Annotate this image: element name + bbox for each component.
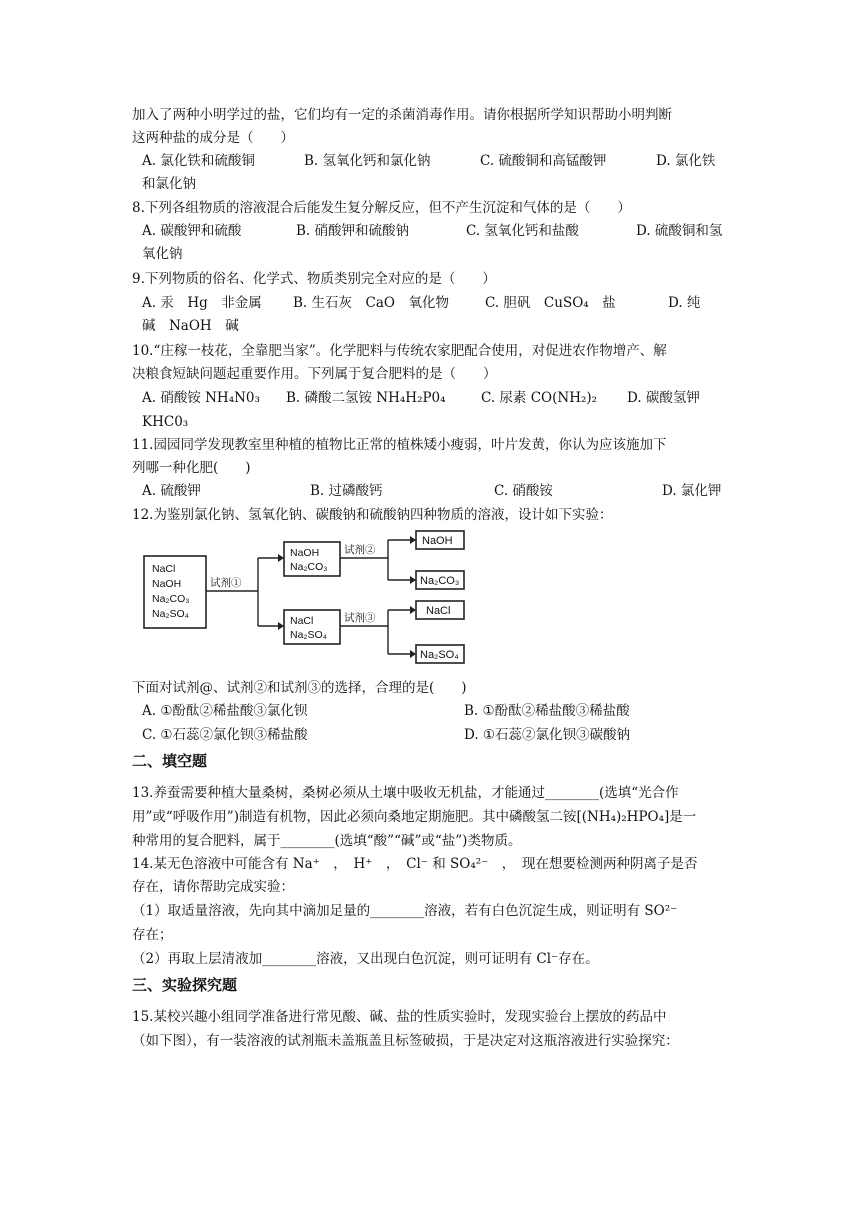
arrowhead-4 — [410, 576, 416, 584]
reagent1-label: 试剂① — [210, 577, 242, 589]
q11-option-c: C. 硝酸铵 — [494, 483, 553, 499]
q7-option-b: B. 氢氧化钙和氯化钠 — [304, 153, 431, 169]
q14-line2: 存在，请你帮助完成实验： — [132, 879, 294, 895]
result-2: Na₂CO₃ — [420, 575, 460, 587]
q8-option-d-cont: 氧化钠 — [142, 246, 183, 262]
result-1: NaOH — [422, 535, 453, 547]
start-line-4: Na₂SO₄ — [152, 608, 189, 620]
q9-option-a: A. 汞 Hg 非金属 — [142, 295, 262, 311]
section-heading-fill-blank: 二、填空题 — [132, 752, 208, 770]
q10-option-b: B. 磷酸二氢铵 NH₄H₂P0₄ — [286, 390, 446, 406]
q12-option-c: C. ①石蕊②氯化钡③稀盐酸 — [142, 727, 308, 743]
q13-line1: 13.养蚕需要种植大量桑树，桑树必须从土壤中吸收无机盐，才能通过________(选填“光合作 — [132, 785, 679, 801]
q9-option-d: D. 纯 — [668, 295, 701, 311]
q7-stem-line1: 加入了两种小明学过的盐，它们均有一定的杀菌消毒作用。请你根据所学知识帮助小明判断 — [132, 107, 672, 123]
q12-option-b: B. ①酚酞②稀盐酸③稀盐酸 — [464, 703, 630, 719]
q11-stem-line1: 11.园园同学发现教室里种植的植物比正常的植株矮小瘦弱，叶片发黄，你认为应该施加下 — [132, 437, 667, 453]
q9-option-b: B. 生石灰 CaO 氧化物 — [293, 295, 449, 311]
result-4: Na₂SO₄ — [420, 649, 459, 661]
q11-option-b: B. 过磷酸钙 — [310, 483, 383, 499]
q15-line2: （如下图），有一装溶液的试剂瓶未盖瓶盖且标签破损，于是决定对这瓶溶液进行实验探究： — [132, 1033, 679, 1049]
q15-line1: 15.某校兴趣小组同学准备进行常见酸、碱、盐的性质实验时，发现实验台上摆放的药品中 — [132, 1009, 667, 1025]
q10-option-d: D. 碳酸氢钾 — [627, 390, 700, 406]
q12-option-d: D. ①石蕊②氯化钡③碳酸钠 — [464, 727, 631, 743]
q7-option-c: C. 硫酸铜和高锰酸钾 — [480, 153, 607, 169]
reagent3-label: 试剂③ — [344, 612, 376, 624]
section-heading-experiment: 三、实验探究题 — [132, 976, 238, 994]
arrowhead-5 — [410, 606, 416, 614]
group1-line-1: NaOH — [290, 547, 320, 559]
q12-question: 下面对试剂@、试剂②和试剂③的选择，合理的是( ) — [132, 680, 467, 696]
q13-line3: 种常用的复合肥料，属于________(选填“酸”“碱”或“盐”)类物质。 — [132, 833, 522, 849]
q14-line3: （1）取适量溶液，先向其中滴加足量的________溶液，若有白色沉淀生成，则证明有 SO²⁻ — [132, 903, 678, 919]
q12-flow-diagram — [140, 530, 476, 668]
q8-option-b: B. 硝酸钾和硫酸钠 — [296, 223, 410, 239]
q11-option-d: D. 氯化钾 — [662, 483, 722, 499]
q11-option-a: A. 硫酸钾 — [142, 483, 201, 499]
q7-stem-line2: 这两种盐的成分是（ ） — [132, 130, 294, 146]
result-3: NaCl — [426, 605, 451, 617]
group2-line-1: NaCl — [290, 615, 314, 627]
reagent2-label: 试剂② — [344, 544, 376, 556]
q13-line2: 用”或“呼吸作用”)制造有机物，因此必须向桑地定期施肥。其中磷酸氢二铵[(NH₄)₂HPO₄]是一 — [132, 809, 697, 825]
q10-stem-line1: 10.“庄稼一枝花，全靠肥当家”。化学肥料与传统农家肥配合使用，对促进农作物增产、解 — [132, 343, 667, 359]
q14-line5: （2）再取上层清液加________溶液，又出现白色沉淀，则可证明有 Cl⁻存在。 — [132, 951, 599, 967]
start-line-2: NaOH — [152, 578, 182, 590]
arrowhead-6 — [410, 650, 416, 658]
q10-option-d-cont: KHC0₃ — [142, 414, 189, 430]
q8-stem: 8.下列各组物质的溶液混合后能发生复分解反应，但不产生沉淀和气体的是（ ） — [132, 200, 631, 216]
q7-option-d-cont: 和氯化钠 — [142, 176, 196, 192]
start-line-3: Na₂CO₃ — [152, 593, 190, 605]
arrowhead-3 — [410, 536, 416, 544]
q14-line1: 14.某无色溶液中可能含有 Na⁺ ， H⁺ ， Cl⁻ 和 SO₄²⁻ ， 现在想要检测两种阴离子是否 — [132, 856, 698, 872]
q7-option-a: A. 氯化铁和硫酸铜 — [142, 153, 255, 169]
q9-option-c: C. 胆矾 CuSO₄ 盐 — [485, 295, 616, 311]
start-line-1: NaCl — [152, 563, 176, 575]
q10-option-a: A. 硝酸铵 NH₄N0₃ — [142, 390, 260, 406]
q8-option-c: C. 氢氧化钙和盐酸 — [466, 223, 579, 239]
q7-option-d: D. 氯化铁 — [656, 153, 716, 169]
group2-line-2: Na₂SO₄ — [290, 629, 327, 641]
group1-line-2: Na₂CO₃ — [290, 561, 328, 573]
q12-option-a: A. ①酚酞②稀盐酸③氯化钡 — [142, 703, 308, 719]
arrowhead-1 — [278, 554, 284, 562]
q12-stem: 12.为鉴别氯化钠、氢氧化钠、碳酸钠和硫酸钠四种物质的溶液，设计如下实验： — [132, 507, 613, 523]
q9-stem: 9.下列物质的俗名、化学式、物质类别完全对应的是（ ） — [132, 271, 496, 287]
q14-line4: 存在； — [132, 927, 173, 943]
q8-option-d: D. 硫酸铜和氢 — [636, 223, 723, 239]
q8-option-a: A. 碳酸钾和硫酸 — [142, 223, 242, 239]
q9-option-d-cont: 碱 NaOH 碱 — [142, 318, 239, 334]
q11-stem-line2: 列哪一种化肥( ) — [132, 460, 251, 476]
q10-stem-line2: 决粮食短缺问题起重要作用。下列属于复合肥料的是（ ） — [132, 366, 497, 382]
arrowhead-2 — [278, 622, 284, 630]
q10-option-c: C. 尿素 CO(NH₂)₂ — [481, 390, 598, 406]
